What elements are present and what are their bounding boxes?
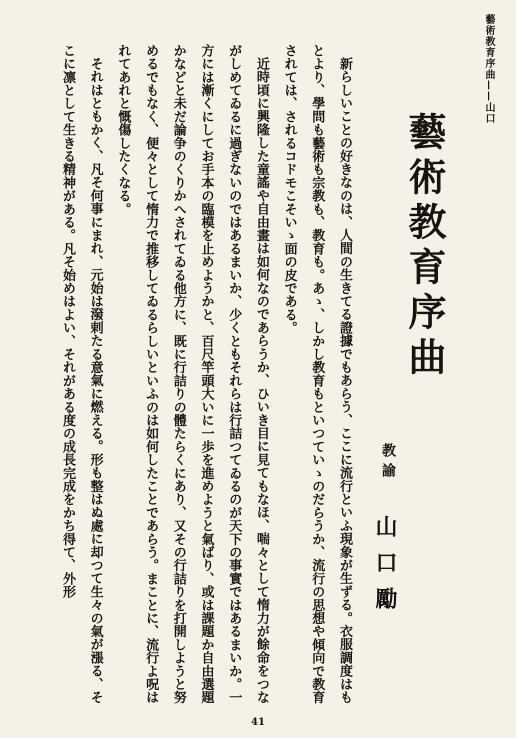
author-name: 山口勵 <box>372 515 398 623</box>
paragraph-2: 近時頃に興隆した童謠や自由畫は如何なのであらうか、ひいき目に見てもなほ、喘々として惰力が餘命をつながしめてゐるに過ぎないのではあるまいか、少くともそれらは行詰つてゐるのが天下の事實ではあるまいか。一方には漸くにしてお手本の臨模を止めようかと、百尺竿頭大いに一歩を進めようと氣ばり、或は課題か自由選題かなどと未だ論争のくりかへされてゐる他方に、既に行詰りの體たらくにあり、又その行詰りを打開しようと努めるでもなく、便々として惰力で推移してゐるらしいといふのは如何したことであらう。まことに、流行よ呪はれてあれと慨傷したくなる。 <box>115 44 269 704</box>
paragraph-1: 新らしいことの好きなのは、人間の生きてる證據でもあらう、ここに流行といふ現象が生ずる。衣服調度はもとより、學問も藝術も宗教も、教育も。あゝ、しかし教育もといつていゝのだらうか、流行の思想や傾向で教育されては、されるコドモこそいゝ面の皮である。 <box>281 44 352 704</box>
author-role: 教諭 <box>380 443 396 483</box>
body-text <box>22 44 358 706</box>
paragraph-3: それはともかく、凡そ何事にまれ、元始は潑剌たる意氣に燃える。形も整はぬ處に却つて生々の氣が漲る、そこに凛として生きる精神がある。凡そ始めはよい、それがある度の成長完成をかち得て、外形 <box>59 44 103 704</box>
running-head: 藝術教育序曲——山口 <box>483 14 494 124</box>
page-number: 41 <box>251 717 265 728</box>
article-title: 藝術教育序曲 <box>402 112 447 382</box>
